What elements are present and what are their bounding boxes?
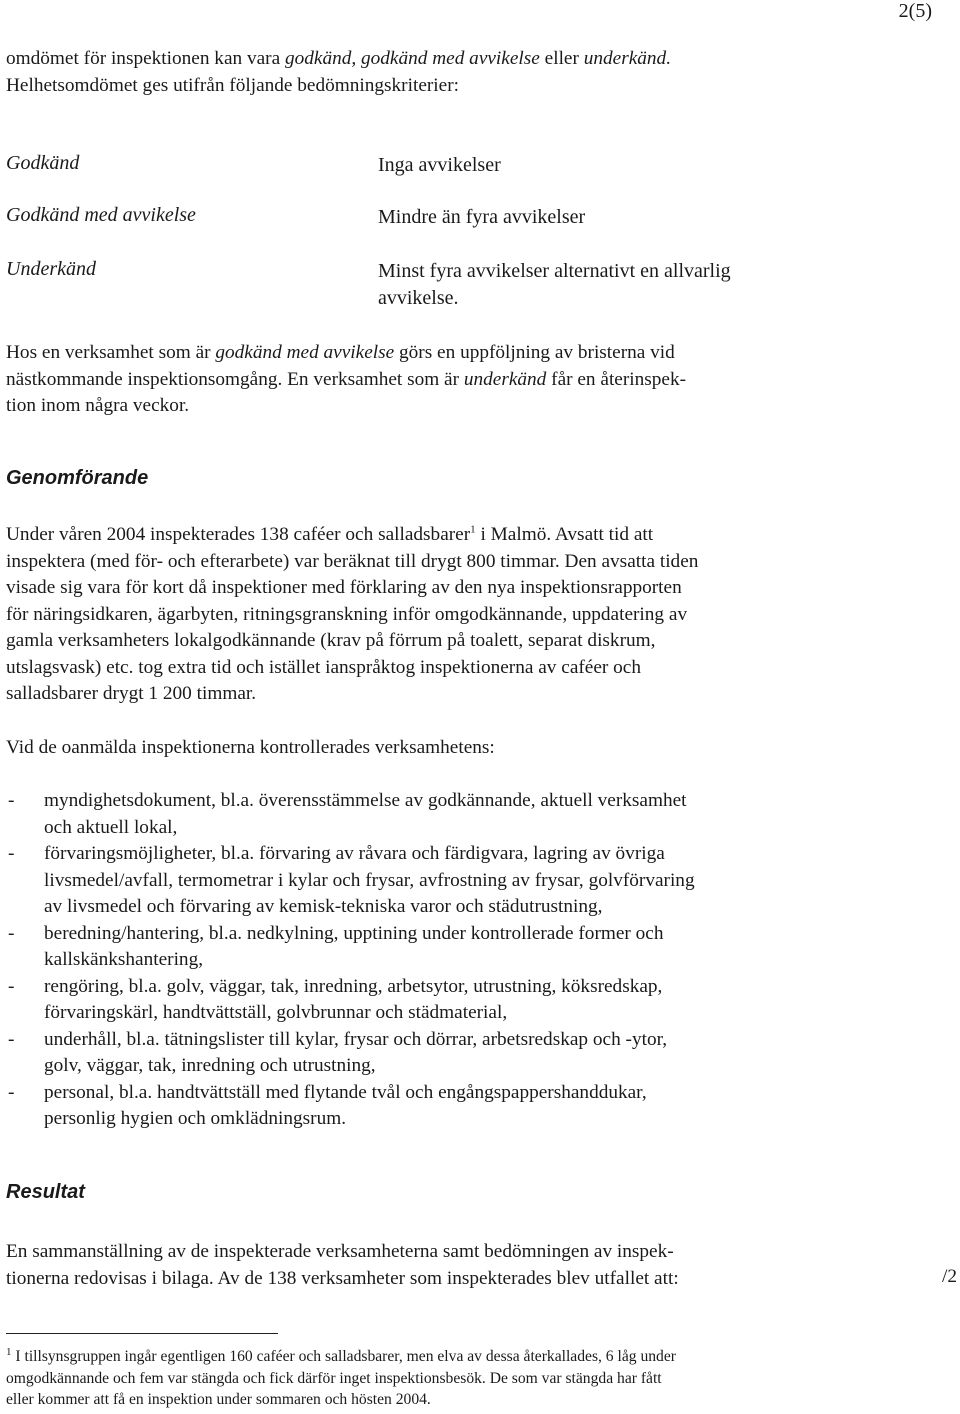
list-item-line: myndighetsdokument, bl.a. överensstämmelse av godkännande, aktuell verksamhet [44, 790, 687, 811]
grade-criterion-underkand [378, 258, 731, 311]
footnote-line: eller kommer att få en inspektion under sommaren och hösten 2004. [6, 1391, 431, 1408]
followup-text: Hos en verksamhet som är [6, 342, 216, 363]
bullet-dash: - [8, 922, 15, 944]
bullet-dash: - [8, 975, 15, 997]
list-item [6, 974, 946, 1027]
intro-line-2: Helhetsomdömet ges utifrån följande bedömningskriterier: [6, 74, 459, 96]
grade-label-godkand-med-avvikelse: Godkänd med avvikelse [6, 204, 196, 226]
list-item [6, 1080, 946, 1133]
genomforande-line: salladsbarer drygt 1 200 timmar. [6, 683, 257, 704]
list-item-line: av livsmedel och förvaring av kemisk-tekniska varor och städutrustning, [44, 896, 603, 917]
intro-grades-italic: godkänd, godkänd med avvikelse [284, 48, 540, 69]
genomforande-line: visade sig vara för kort då inspektioner med förklaring av den nya inspektionsrapporten [6, 577, 682, 598]
footnote-ref: 1 [470, 523, 476, 536]
bullet-dash: - [8, 1028, 15, 1050]
followup-line-3: tion inom några veckor. [6, 395, 190, 416]
list-item-line: underhåll, bl.a. tätningslister till kylar, frysar och dörrar, arbetsredskap och -ytor, [44, 1028, 668, 1050]
control-list [6, 788, 946, 1133]
list-item-line: kallskänkshantering, [44, 949, 204, 970]
genomforande-line: utslagsvask) etc. tog extra tid och istället ianspråktog inspektionerna av caféer och [6, 656, 641, 678]
grade-criterion-underkand-line-2: avvikelse. [378, 286, 459, 309]
genomforande-line: för näringsidkaren, ägarbyten, ritningsgranskning inför omgodkännande, uppdatering av [6, 603, 688, 625]
followup-text: görs en uppföljning av bristerna vid [394, 342, 675, 363]
resultat-paragraph [6, 1239, 936, 1292]
controlled-intro: Vid de oanmälda inspektionerna kontrollerades verksamhetens: [6, 737, 495, 758]
list-item [6, 921, 946, 974]
page-number: 2(5) [898, 0, 932, 22]
list-item [6, 788, 946, 841]
bullet-dash: - [8, 790, 15, 811]
grade-label-underkand: Underkänd [6, 258, 96, 280]
followup-italic: underkänd [463, 368, 547, 390]
footnote-divider [6, 1333, 278, 1334]
list-item [6, 1027, 946, 1080]
bullet-dash: - [8, 1081, 15, 1103]
grade-criterion-godkand: Inga avvikelser [378, 154, 501, 176]
genomforande-paragraph [6, 522, 936, 708]
genomforande-text: i Malmö. Avsatt tid att [475, 524, 654, 545]
list-item-line: förvaringsmöjligheter, bl.a. förvaring av råvara och färdigvara, lagring av övriga [44, 843, 665, 864]
intro-paragraph [6, 46, 936, 99]
intro-underkand-italic: underkänd. [583, 48, 672, 69]
continued-marker: /2 [942, 1266, 957, 1287]
footnote-line: omgodkännande och fem var stängda och fick därför inget inspektionsbesök. De som var stängda har fått [6, 1369, 662, 1387]
genomforande-line: gamla verksamheters lokalgodkännande (krav på förrum på toalett, separat diskrum, [6, 630, 656, 651]
list-item-line: och aktuell lokal, [44, 816, 178, 838]
grade-criterion-godkand-med-avvikelse: Mindre än fyra avvikelser [378, 206, 586, 228]
list-item-line: beredning/hantering, bl.a. nedkylning, upptining under kontrollerade former och [44, 922, 664, 944]
followup-text: får en återinspek- [546, 368, 687, 390]
intro-text: eller [539, 48, 584, 69]
grade-label-godkand: Godkänd [6, 152, 80, 174]
heading-resultat: Resultat [6, 1181, 85, 1203]
grade-criterion-underkand-line-1: Minst fyra avvikelser alternativt en allvarlig [378, 260, 731, 282]
heading-genomforande: Genomförande [6, 467, 149, 489]
list-item-line: personlig hygien och omklädningsrum. [44, 1108, 347, 1129]
genomforande-line: inspektera (med för- och efterarbete) var beräknat till drygt 800 timmar. Den avsatta tiden [6, 550, 699, 572]
list-item-line: golv, väggar, tak, inredning och utrustning, [44, 1055, 376, 1076]
list-item [6, 841, 946, 921]
list-item-line: förvaringskärl, handtvättställ, golvbrunnar och städmaterial, [44, 1002, 508, 1023]
followup-text: nästkommande inspektionsomgång. En verksamhet som är [6, 368, 464, 390]
bullet-dash: - [8, 843, 15, 864]
resultat-line: tionerna redovisas i bilaga. Av de 138 verksamheter som inspekterades blev utfallet att: [6, 1267, 679, 1289]
footnote-number: 1 [6, 1345, 12, 1358]
list-item-line: personal, bl.a. handtvättställ med flytande tvål och engångspappershanddukar, [44, 1081, 647, 1103]
genomforande-text: Under våren 2004 inspekterades 138 caféer och salladsbarer [6, 524, 471, 545]
resultat-line: En sammanställning av de inspekterade verksamheterna samt bedömningen av inspek- [6, 1241, 674, 1262]
footnote-text: I tillsynsgruppen ingår egentligen 160 caféer och salladsbarer, men elva av dessa återkallades, 6 låg under [11, 1348, 676, 1365]
footnote [6, 1346, 676, 1411]
list-item-line: livsmedel/avfall, termometrar i kylar och frysar, avfrostning av frysar, golvförvaring [44, 869, 695, 891]
intro-text: omdömet för inspektionen kan vara [6, 48, 285, 69]
followup-paragraph [6, 340, 936, 420]
list-item-line: rengöring, bl.a. golv, väggar, tak, inredning, arbetsytor, utrustning, köksredskap, [44, 975, 663, 997]
followup-italic: godkänd med avvikelse [215, 342, 395, 363]
